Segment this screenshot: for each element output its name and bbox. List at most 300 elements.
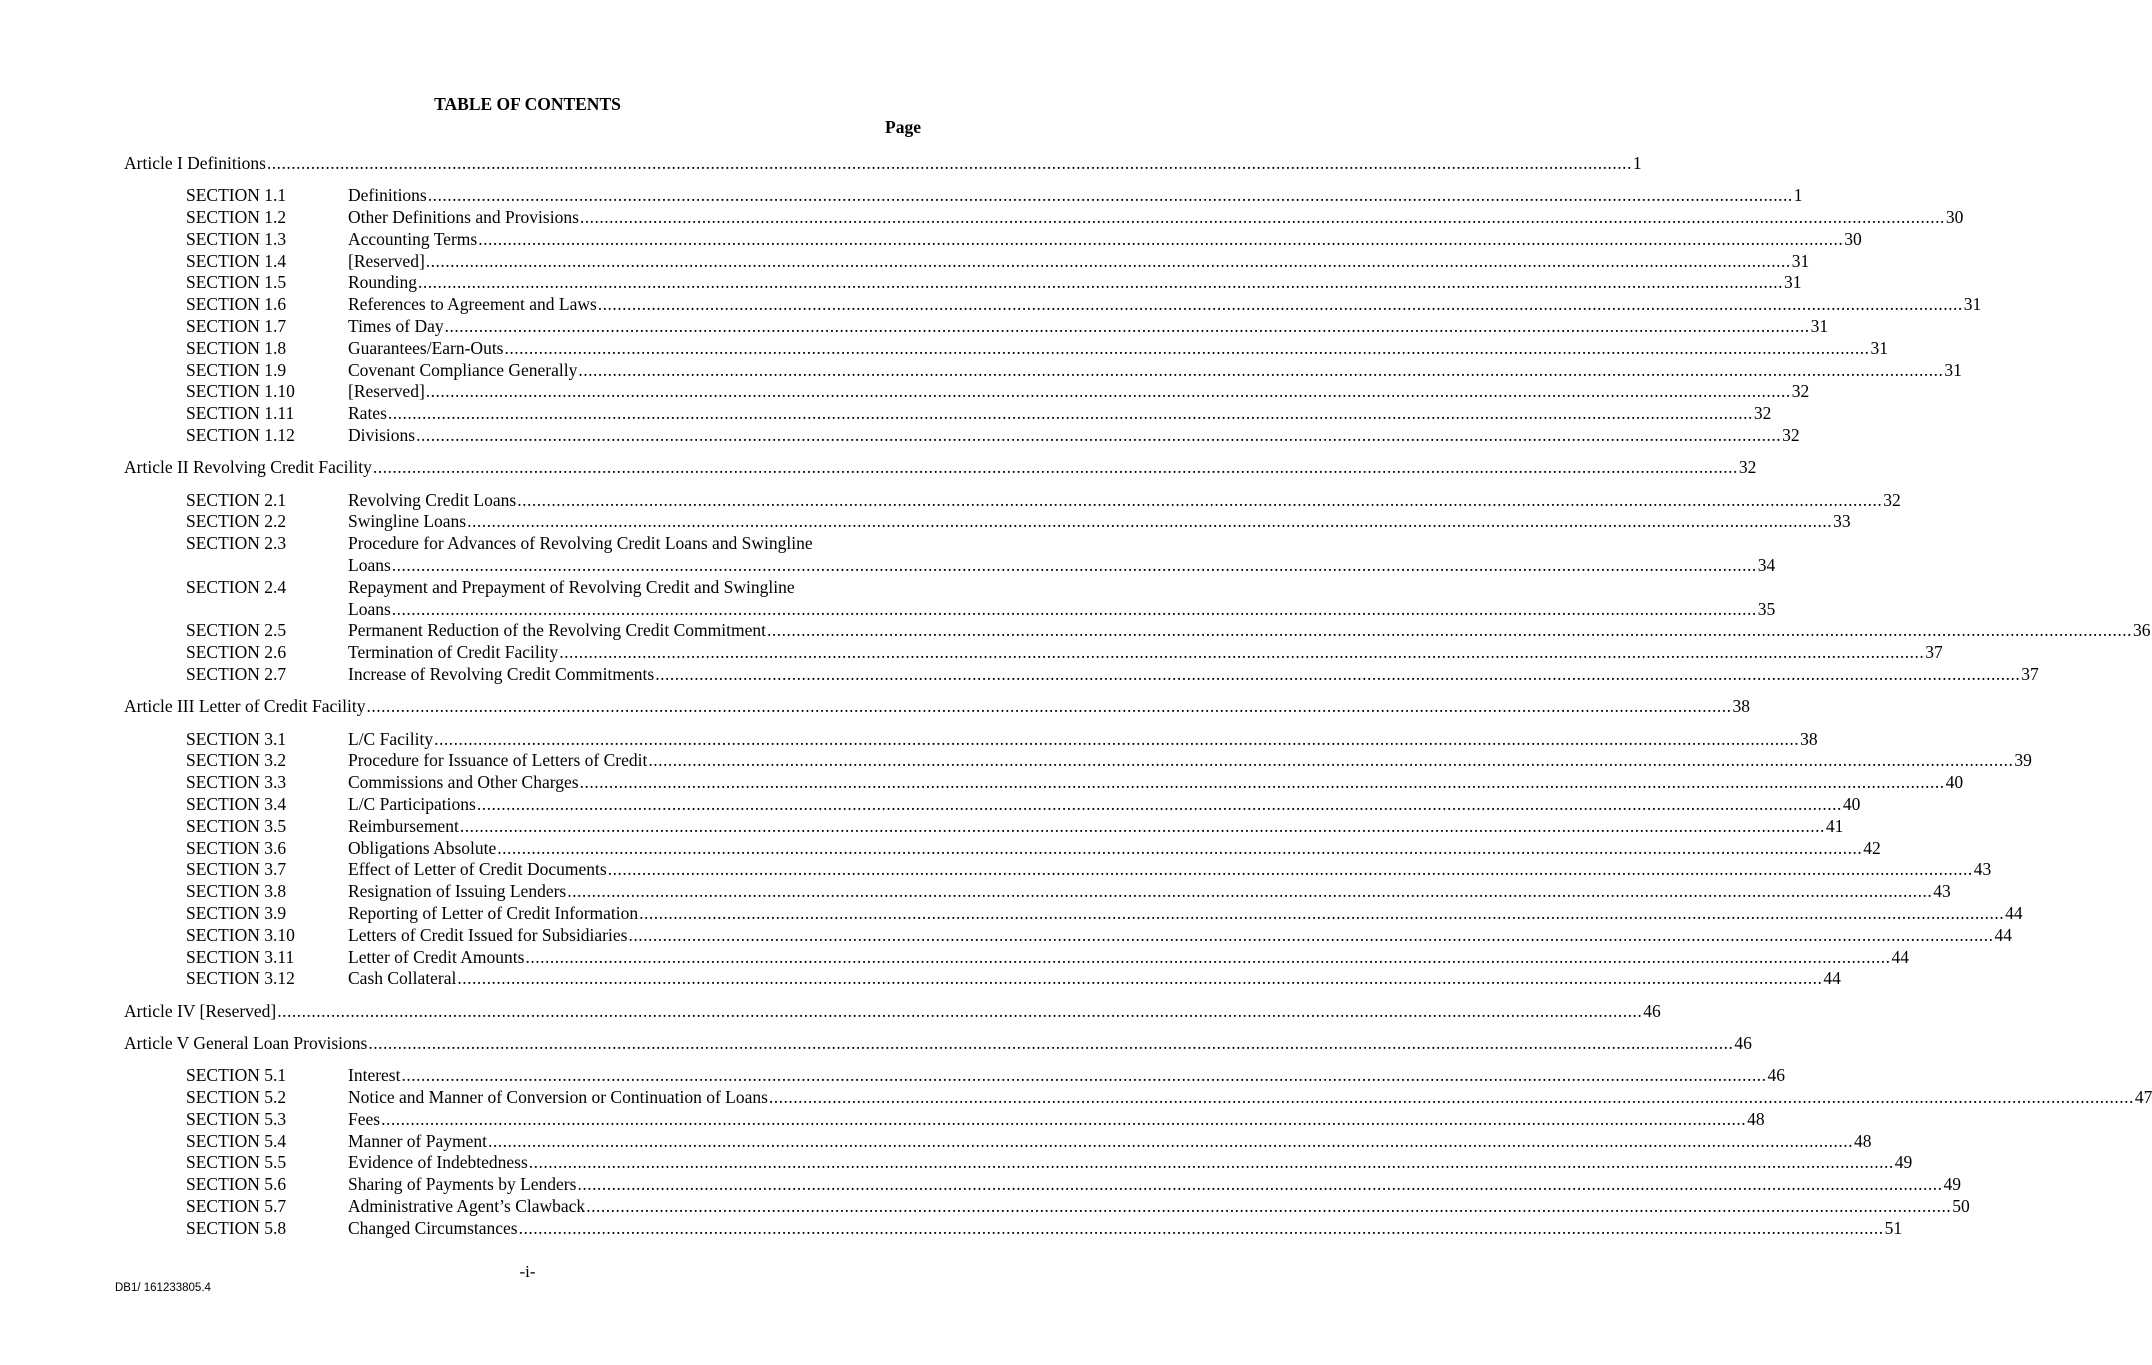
dot-leader: [628, 925, 1993, 947]
section-page: 31: [1963, 294, 1982, 315]
dot-leader: [388, 403, 1753, 425]
section-body: [348, 1065, 1785, 1087]
dot-leader: [639, 903, 2004, 925]
section-body: [348, 925, 2012, 947]
section-page: 46: [1767, 1065, 1785, 1086]
dot-leader: [767, 620, 2132, 642]
article-label: Article II Revolving Credit Facility: [124, 457, 372, 478]
section-title-row: [348, 599, 1775, 621]
section-title-row: [348, 947, 1909, 969]
dot-leader: [567, 881, 1932, 903]
section-number: SECTION 5.7: [186, 1196, 287, 1217]
section-body: [348, 533, 1775, 577]
dot-leader: [277, 1001, 1642, 1023]
section-number: SECTION 3.12: [186, 968, 295, 989]
section-title-row: [348, 794, 1860, 816]
section-entry[interactable]: [186, 924, 2012, 947]
section-number: SECTION 3.10: [186, 924, 295, 945]
section-title-row: [348, 1109, 1765, 1131]
section-body: [348, 403, 1771, 425]
section-body: [348, 425, 1800, 447]
section-page: 38: [1800, 728, 1818, 749]
dot-leader: [488, 1131, 1853, 1153]
section-title: L/C Facility: [348, 728, 434, 749]
section-entry[interactable]: [186, 425, 1800, 447]
dot-leader: [608, 859, 1973, 881]
dot-leader: [392, 555, 1757, 577]
section-title-row: [348, 1152, 1912, 1174]
section-number: SECTION 3.6: [186, 837, 287, 858]
article-label: Article V General Loan Provisions: [124, 1032, 368, 1053]
section-body: [348, 207, 1963, 229]
section-number: SECTION 1.8: [186, 337, 287, 358]
section-entry[interactable]: [186, 1065, 1785, 1087]
section-title: Reporting of Letter of Credit Information: [348, 903, 639, 923]
section-number: SECTION 5.3: [186, 1108, 287, 1129]
section-entry[interactable]: [186, 1174, 1961, 1196]
section-title-row: [348, 838, 1881, 860]
section-body: [348, 903, 2023, 925]
section-title-row: [348, 381, 1809, 403]
section-entry[interactable]: [186, 968, 1841, 990]
section-title-row: [348, 1065, 1785, 1087]
section-number: SECTION 3.1: [186, 728, 287, 749]
section-title-row: [348, 1087, 2152, 1109]
section-page: 49: [1894, 1152, 1913, 1173]
dot-leader: [381, 1109, 1746, 1131]
section-entry[interactable]: [186, 1217, 1903, 1240]
section-number: SECTION 5.5: [186, 1152, 287, 1173]
article-label: Article I Definitions: [124, 153, 266, 173]
section-page: 44: [1891, 946, 1909, 967]
section-entry[interactable]: [186, 316, 1829, 338]
section-title: Interest: [348, 1065, 401, 1086]
section-body: [348, 338, 1888, 360]
section-page: 34: [1757, 555, 1776, 576]
section-page: 49: [1943, 1174, 1961, 1195]
dot-leader: [517, 490, 1882, 512]
dot-leader: [525, 947, 1890, 969]
section-page: 1: [1793, 185, 1803, 206]
dot-leader: [373, 457, 1738, 479]
section-page: 48: [1747, 1108, 1765, 1129]
section-entry[interactable]: [186, 250, 1810, 273]
section-number: SECTION 3.2: [186, 750, 287, 771]
document-id: DB1/ 161233805.4: [115, 1282, 211, 1294]
article-block: [124, 457, 2151, 685]
section-title: References to Agreement and Laws: [348, 294, 597, 315]
section-number: SECTION 3.3: [186, 772, 287, 793]
section-body: [348, 729, 1818, 751]
section-entry[interactable]: [186, 1130, 1872, 1153]
section-page: 39: [2014, 750, 2032, 771]
article-label: Article III Letter of Credit Facility: [124, 696, 366, 717]
dot-leader: [367, 696, 1732, 718]
section-number: SECTION 3.9: [186, 903, 287, 923]
section-number: SECTION 3.4: [186, 794, 287, 815]
section-page: 35: [1757, 598, 1776, 619]
article-entry[interactable]: [124, 457, 1757, 479]
article-label: Article IV [Reserved]: [124, 1000, 277, 1021]
section-entry[interactable]: [186, 489, 1901, 512]
section-number: SECTION 1.4: [186, 250, 287, 271]
section-title-row: [348, 729, 1818, 751]
dot-leader: [467, 511, 1832, 533]
section-title-row: [348, 338, 1888, 360]
section-title: Loans: [348, 555, 391, 576]
section-page: 30: [1945, 207, 1964, 228]
section-title-row: [348, 185, 1803, 207]
section-title-row: [348, 1218, 1902, 1240]
section-entry[interactable]: [186, 946, 1909, 969]
dot-leader: [457, 968, 1822, 990]
dot-leader: [434, 729, 1799, 751]
section-title-row: [348, 511, 1851, 533]
article-block: [124, 696, 2032, 990]
section-entry[interactable]: [186, 750, 2032, 772]
toc-title: TABLE OF CONTENTS: [434, 94, 621, 114]
section-body: [348, 229, 1862, 251]
dot-leader: [580, 207, 1945, 229]
section-title-row: [348, 1131, 1872, 1153]
section-page: 44: [2005, 903, 2023, 923]
section-entry[interactable]: [186, 1196, 1970, 1218]
section-number: SECTION 1.2: [186, 207, 287, 228]
section-title: Other Definitions and Provisions: [348, 207, 579, 228]
section-body: [348, 772, 1963, 794]
section-page: 48: [1854, 1130, 1872, 1151]
section-title-row: [348, 316, 1828, 338]
section-title-row: [348, 229, 1862, 251]
section-number: SECTION 2.4: [186, 576, 287, 597]
section-title: Obligations Absolute: [348, 837, 497, 858]
section-body: [348, 1131, 1872, 1153]
section-title: Procedure for Issuance of Letters of Credit: [348, 750, 648, 771]
section-title: Manner of Payment: [348, 1130, 487, 1151]
section-body: [348, 185, 1803, 207]
section-entry[interactable]: [186, 381, 1810, 403]
section-page: 42: [1863, 837, 1881, 858]
section-title: Reimbursement: [348, 815, 459, 836]
section-entry[interactable]: [186, 815, 1844, 838]
section-number: SECTION 3.11: [186, 946, 295, 967]
section-title-row: [348, 555, 1775, 577]
section-page: 37: [1925, 642, 1943, 663]
article-page: 38: [1732, 696, 1751, 717]
section-entry[interactable]: [186, 859, 1992, 881]
section-body: [348, 794, 1860, 816]
section-body: [348, 838, 1881, 860]
section-entry[interactable]: [186, 903, 2023, 925]
article-entry[interactable]: [124, 1000, 1661, 1023]
section-page: 33: [1833, 511, 1851, 532]
dot-leader: [428, 185, 1793, 207]
section-title: Increase of Revolving Credit Commitments: [348, 664, 655, 685]
section-page: 32: [1782, 425, 1800, 446]
section-title-row: [348, 1174, 1961, 1196]
section-title: Resignation of Issuing Lenders: [348, 881, 567, 902]
section-title: Termination of Credit Facility: [348, 642, 559, 663]
section-page: 47: [2134, 1087, 2152, 1108]
dot-leader: [598, 294, 1963, 316]
section-title: Sharing of Payments by Lenders: [348, 1174, 577, 1195]
section-title: Guarantees/Earn-Outs: [348, 337, 504, 358]
section-list: [124, 728, 2032, 991]
dot-leader: [426, 251, 1791, 273]
section-title: Times of Day: [348, 316, 444, 337]
section-body: [348, 947, 1909, 969]
section-page: 32: [1883, 489, 1901, 510]
section-title: Letters of Credit Issued for Subsidiaries: [348, 924, 628, 945]
section-title: Commissions and Other Charges: [348, 772, 579, 793]
section-title-row: [348, 925, 2012, 947]
section-number: SECTION 3.8: [186, 881, 287, 902]
section-title: Covenant Compliance Generally: [348, 359, 578, 380]
section-page: 43: [1973, 859, 1992, 880]
section-page: 36: [2133, 620, 2151, 641]
section-entry[interactable]: [186, 359, 1962, 382]
section-title: Notice and Manner of Conversion or Continuation of Loans: [348, 1087, 768, 1108]
section-entry[interactable]: [186, 511, 1851, 533]
section-title-row: [348, 620, 2151, 642]
section-number: SECTION 1.3: [186, 228, 287, 249]
section-number: SECTION 5.8: [186, 1217, 287, 1238]
section-title: Permanent Reduction of the Revolving Credit Commitment: [348, 620, 766, 641]
section-page: 31: [1791, 250, 1810, 271]
section-body: [348, 511, 1851, 533]
section-title-row: [348, 903, 2023, 925]
section-number: SECTION 5.4: [186, 1130, 287, 1151]
section-body: [348, 664, 2039, 686]
section-body: [348, 968, 1841, 990]
section-title: Letter of Credit Amounts: [348, 946, 525, 967]
article-entry[interactable]: [124, 696, 1751, 718]
section-title-line: Repayment and Prepayment of Revolving Credit and Swingline: [348, 576, 795, 597]
section-body: [348, 251, 1809, 273]
section-number: SECTION 2.3: [186, 533, 287, 554]
section-title-row: [348, 272, 1802, 294]
section-body: [348, 750, 2032, 772]
section-body: [348, 881, 1951, 903]
section-title-row: [348, 750, 2032, 772]
dot-leader: [418, 272, 1783, 294]
section-title: Accounting Terms: [348, 228, 478, 249]
section-title: Administrative Agent’s Clawback: [348, 1196, 586, 1217]
section-number: SECTION 1.11: [186, 403, 295, 424]
dot-leader: [445, 316, 1810, 338]
section-body: [348, 381, 1809, 403]
dot-leader: [392, 599, 1757, 621]
article-page: 32: [1738, 457, 1757, 478]
section-body: [348, 272, 1802, 294]
dot-leader: [586, 1196, 1951, 1218]
section-title-row: [348, 816, 1843, 838]
section-title-row: [348, 772, 1963, 794]
section-entry[interactable]: [186, 728, 1818, 751]
section-title-row: [348, 490, 1901, 512]
dot-leader: [267, 153, 1632, 175]
section-page: 50: [1952, 1196, 1970, 1217]
section-number: SECTION 1.10: [186, 381, 295, 402]
section-number: SECTION 1.5: [186, 272, 287, 293]
section-title-row: [348, 859, 1991, 881]
section-title-row: [348, 968, 1841, 990]
section-title-row: [348, 881, 1951, 903]
section-body: [348, 859, 1991, 881]
section-entry[interactable]: [186, 272, 1802, 294]
section-title: Loans: [348, 598, 391, 619]
section-list: [124, 489, 2151, 686]
section-page: 43: [1933, 881, 1951, 902]
section-entry[interactable]: [186, 1087, 2152, 1109]
section-body: [348, 294, 1981, 316]
table-of-contents: [124, 153, 2152, 1250]
section-title-row: [348, 1196, 1970, 1218]
section-title-row: [348, 425, 1800, 447]
dot-leader: [769, 1087, 2134, 1109]
section-number: SECTION 3.5: [186, 815, 287, 836]
section-entry[interactable]: [186, 576, 1776, 621]
section-title: Cash Collateral: [348, 968, 457, 989]
section-title-row: [348, 207, 1963, 229]
dot-leader: [577, 1174, 1942, 1196]
dot-leader: [497, 838, 1862, 860]
section-title-row: [348, 403, 1771, 425]
section-number: SECTION 2.1: [186, 489, 287, 510]
section-body: [348, 1196, 1970, 1218]
dot-leader: [519, 1218, 1884, 1240]
section-list: [124, 185, 1982, 447]
section-number: SECTION 1.6: [186, 294, 287, 315]
section-number: SECTION 3.7: [186, 859, 287, 880]
section-page: 32: [1753, 403, 1772, 424]
dot-leader: [648, 750, 2013, 772]
article-page: 1: [1632, 153, 1642, 173]
section-title: Rounding: [348, 272, 418, 293]
section-title: L/C Participations: [348, 794, 476, 815]
dot-leader: [416, 425, 1781, 447]
section-title-row: [348, 642, 1943, 664]
section-body: [348, 1152, 1912, 1174]
dot-leader: [368, 1033, 1733, 1055]
section-body: [348, 620, 2151, 642]
section-entry[interactable]: [186, 881, 1951, 903]
section-body: [348, 1174, 1961, 1196]
section-title: Evidence of Indebtedness: [348, 1152, 528, 1173]
section-page: 44: [1823, 968, 1841, 989]
section-entry[interactable]: [186, 533, 1776, 577]
article-entry[interactable]: [124, 1032, 1752, 1055]
article-entry[interactable]: [124, 153, 1642, 175]
section-entry[interactable]: [186, 207, 1964, 229]
section-page: 41: [1825, 815, 1844, 836]
section-body: [348, 490, 1901, 512]
dot-leader: [580, 772, 1945, 794]
section-entry[interactable]: [186, 1152, 1913, 1174]
section-title: Changed Circumstances: [348, 1217, 518, 1238]
section-page: 51: [1884, 1217, 1903, 1238]
dot-leader: [559, 642, 1924, 664]
section-page: 37: [2021, 664, 2039, 685]
dot-leader: [578, 360, 1943, 382]
section-title: [Reserved]: [348, 381, 425, 402]
section-body: [348, 360, 1962, 382]
section-page: 44: [1994, 924, 2012, 945]
page-column-header: Page: [885, 117, 921, 137]
section-number: SECTION 1.9: [186, 359, 287, 380]
section-title: Definitions: [348, 185, 427, 206]
page-number: -i-: [519, 1262, 536, 1281]
section-number: SECTION 1.7: [186, 316, 287, 337]
section-entry[interactable]: [186, 403, 1772, 425]
section-number: SECTION 5.2: [186, 1087, 287, 1108]
section-title: Fees: [348, 1108, 381, 1129]
section-title-row: [348, 664, 2039, 686]
section-page: 40: [1945, 772, 1964, 793]
section-title: Divisions: [348, 425, 416, 446]
section-title-row: [348, 251, 1809, 273]
section-entry[interactable]: [186, 185, 1803, 207]
dot-leader: [401, 1065, 1766, 1087]
article-block: [124, 153, 1982, 447]
section-entry[interactable]: [186, 1108, 1765, 1131]
section-title: [Reserved]: [348, 250, 425, 271]
dot-leader: [477, 794, 1842, 816]
section-entry[interactable]: [186, 337, 1888, 360]
section-body: [348, 316, 1828, 338]
section-body: [348, 816, 1843, 838]
section-number: SECTION 2.5: [186, 620, 287, 641]
section-number: SECTION 1.1: [186, 185, 287, 206]
section-page: 31: [1944, 359, 1962, 380]
section-title: Rates: [348, 403, 387, 424]
section-entry[interactable]: [186, 664, 2039, 686]
section-page: 31: [1784, 272, 1802, 293]
section-body: [348, 642, 1943, 664]
section-entry[interactable]: [186, 772, 1964, 794]
section-number: SECTION 2.7: [186, 664, 287, 685]
section-body: [348, 1218, 1902, 1240]
article-block: [124, 1032, 2152, 1240]
section-page: 31: [1810, 316, 1829, 337]
dot-leader: [478, 229, 1843, 251]
section-page: 31: [1870, 337, 1888, 358]
section-entry[interactable]: [186, 294, 1982, 316]
section-title-row: [348, 294, 1981, 316]
section-entry[interactable]: [186, 620, 2151, 642]
section-body: [348, 1109, 1765, 1131]
section-entry[interactable]: [186, 837, 1881, 860]
article-page: 46: [1734, 1032, 1752, 1053]
section-entry[interactable]: [186, 228, 1862, 251]
dot-leader: [426, 381, 1791, 403]
section-number: SECTION 1.12: [186, 425, 295, 446]
section-entry[interactable]: [186, 642, 1943, 664]
section-page: 32: [1791, 381, 1810, 402]
dot-leader: [655, 664, 2020, 686]
section-body: [348, 577, 1775, 621]
dot-leader: [529, 1152, 1894, 1174]
section-number: SECTION 2.6: [186, 642, 287, 663]
section-title: Revolving Credit Loans: [348, 489, 517, 510]
section-entry[interactable]: [186, 794, 1861, 816]
article-block: [124, 1000, 1661, 1023]
section-title-line: Procedure for Advances of Revolving Credit Loans and Swingline: [348, 533, 813, 554]
section-title: Effect of Letter of Credit Documents: [348, 859, 607, 880]
section-page: 30: [1844, 228, 1862, 249]
dot-leader: [505, 338, 1870, 360]
section-body: [348, 1087, 2152, 1109]
